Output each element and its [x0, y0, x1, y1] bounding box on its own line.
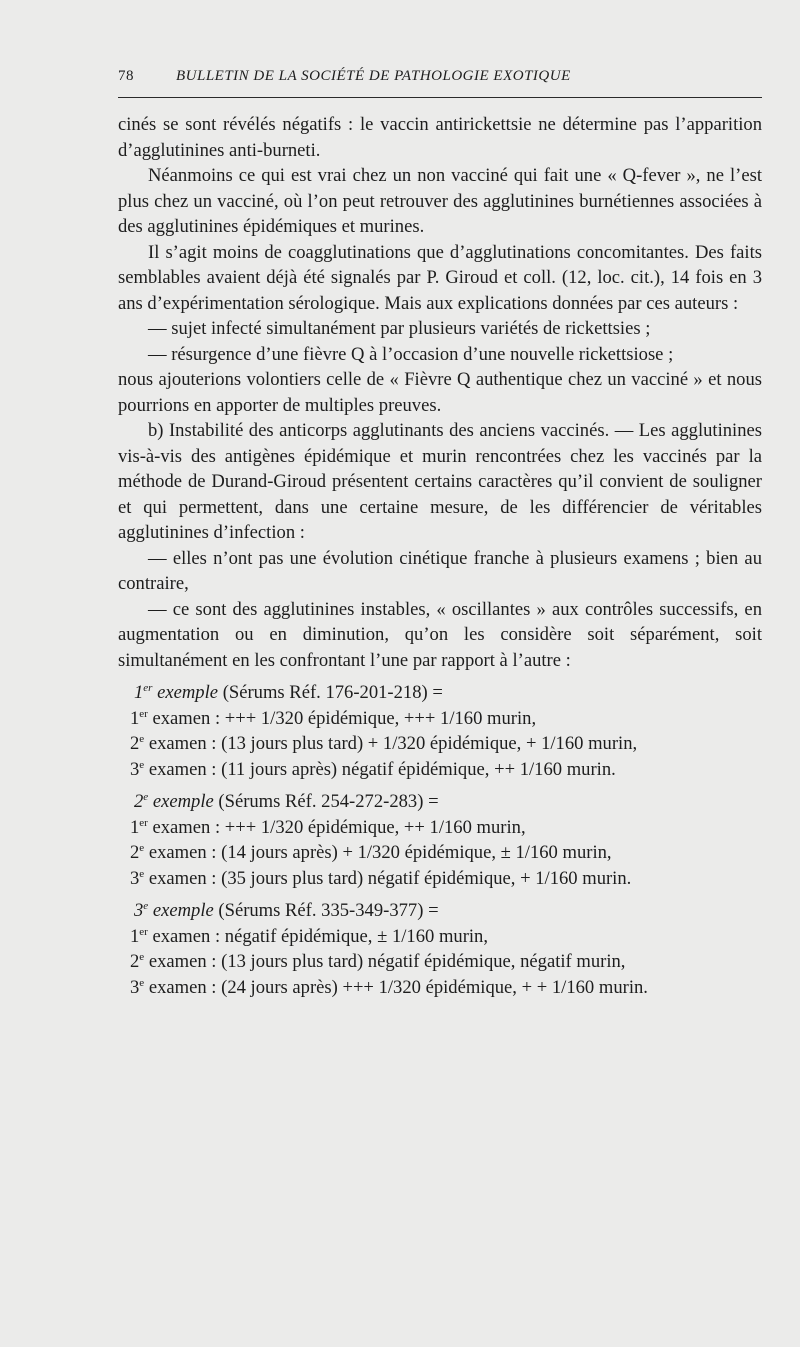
- dash-item: — elles n’ont pas une évolution cinétique franche à plusieurs examens ; bien au contraire,: [118, 547, 762, 594]
- example-heading: 1er exemple (Sérums Réf. 176-201-218) =: [134, 681, 443, 703]
- paragraph: Il s’agit moins de coagglutinations que d’agglutinations concomitantes. Des faits semblables avaient déjà été signalés par P. Giroud et coll. (12, loc. cit.), 14 fois en 3 ans d’expérimentation sérologique. Mais aux explications données par ces auteurs :: [118, 241, 762, 314]
- exam-line: 2e examen : (13 jours plus tard) négatif épidémique, négatif murin,: [130, 950, 626, 972]
- example-heading: 2e exemple (Sérums Réf. 254-272-283) =: [134, 790, 439, 812]
- example-heading: 3e exemple (Sérums Réf. 335-349-377) =: [134, 899, 439, 921]
- journal-title: BULLETIN DE LA SOCIÉTÉ DE PATHOLOGIE EXOTIQUE: [176, 68, 571, 84]
- exam-line: 3e examen : (11 jours après) négatif épidémique, ++ 1/160 murin.: [130, 758, 616, 780]
- paragraph: nous ajouterions volontiers celle de « Fièvre Q authentique chez un vacciné » et nous pourrions en apporter de multiples preuves.: [118, 369, 762, 416]
- dash-item: — sujet infecté simultanément par plusieurs variétés de rickettsies ;: [148, 318, 651, 339]
- running-header: [118, 68, 754, 85]
- exam-line: 3e examen : (35 jours plus tard) négatif épidémique, + 1/160 murin.: [130, 867, 632, 889]
- exam-line: 2e examen : (14 jours après) + 1/320 épidémique, ± 1/160 murin,: [130, 841, 612, 863]
- section-b-paragraph: b) Instabilité des anticorps agglutinants des anciens vaccinés. — Les agglutinines vis-à-vis des antigènes épidémique et murin rencontrées chez les vaccinés par la méthode de Durand-Giroud présentent certains caractères qu’il convient de souligner et qui permettent, dans une certaine mesure, de les différencier de véritables agglutinines d’infection :: [118, 420, 762, 543]
- article-body: [118, 112, 762, 1000]
- exam-line: 1er examen : négatif épidémique, ± 1/160 murin,: [130, 925, 489, 947]
- dash-item: — ce sont des agglutinines instables, « oscillantes » aux contrôles successifs, en augmentation ou en diminution, qu’on les considère soit séparément, soit simultanément en les confrontant l’une par rapport à l’autre :: [118, 598, 762, 671]
- paragraph: cinés se sont révélés négatifs : le vaccin antirickettsie ne détermine pas l’apparition d’agglutinines anti-burneti.: [118, 114, 762, 161]
- paragraph: Néanmoins ce qui est vrai chez un non vacciné qui fait une « Q-fever », ne l’est plus chez un vacciné, où l’on peut retrouver des agglutinines burnétiennes associées à des agglutinines épidémiques et murines.: [118, 165, 762, 237]
- exam-line: 3e examen : (24 jours après) +++ 1/320 épidémique, + + 1/160 murin.: [130, 976, 648, 998]
- exam-line: 2e examen : (13 jours plus tard) + 1/320 épidémique, + 1/160 murin,: [130, 732, 638, 754]
- exam-line: 1er examen : +++ 1/320 épidémique, +++ 1/160 murin,: [130, 707, 537, 729]
- page-number: 78: [118, 68, 134, 84]
- dash-item: — résurgence d’une fièvre Q à l’occasion d’une nouvelle rickettsiose ;: [148, 343, 674, 365]
- exam-line: 1er examen : +++ 1/320 épidémique, ++ 1/160 murin,: [130, 816, 526, 838]
- header-rule: [118, 97, 762, 98]
